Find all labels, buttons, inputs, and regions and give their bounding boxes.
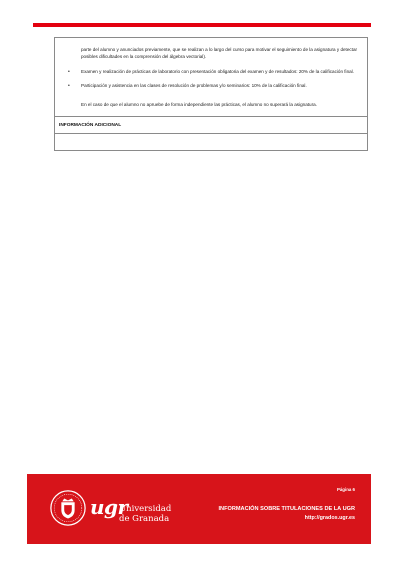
page-footer xyxy=(27,474,371,544)
list-item xyxy=(68,69,365,76)
footer-title: INFORMACIÓN SOBRE TITULACIONES DE LA UGR xyxy=(218,506,355,512)
list-item-text: Participación y asistencia en las clases de resolución de problemas y/o seminarios: 10% de la calificación final. xyxy=(81,83,307,88)
list-item xyxy=(68,83,365,90)
additional-info-header xyxy=(55,117,367,134)
university-name xyxy=(119,504,171,524)
bullet-icon: • xyxy=(68,69,70,75)
university-name-line2: de Granada xyxy=(119,514,170,524)
evaluation-cell xyxy=(55,38,367,117)
additional-info-title: INFORMACIÓN ADICIONAL xyxy=(59,123,122,128)
university-name-line1: Universidad xyxy=(119,504,172,514)
note-text: En el caso de que el alumno no apruebe de forma independiente las prácticas, el alumno no superará la asignatura. xyxy=(81,102,317,107)
evaluation-table xyxy=(54,37,368,151)
university-seal-icon xyxy=(49,489,87,527)
header-rule xyxy=(33,23,371,27)
continuation-text: parte del alumno y anunciados previamente, que se realizan a lo largo del curso para motivar el seguimiento de la asignatura y detectar posibles dificultades en la comprensión del álgebra vectorial). xyxy=(81,47,358,59)
list-item-text: Examen y realización de prácticas de laboratorio con presentación obligatoria del examen y de resultados: 20% de la calificación final. xyxy=(81,69,354,74)
bullet-icon: • xyxy=(68,83,70,89)
footer-url-link[interactable]: http://grados.ugr.es xyxy=(304,515,355,521)
page-number: Página 6 xyxy=(336,487,355,492)
additional-info-body xyxy=(55,134,367,151)
ugr-logo: ugr xyxy=(90,495,128,519)
